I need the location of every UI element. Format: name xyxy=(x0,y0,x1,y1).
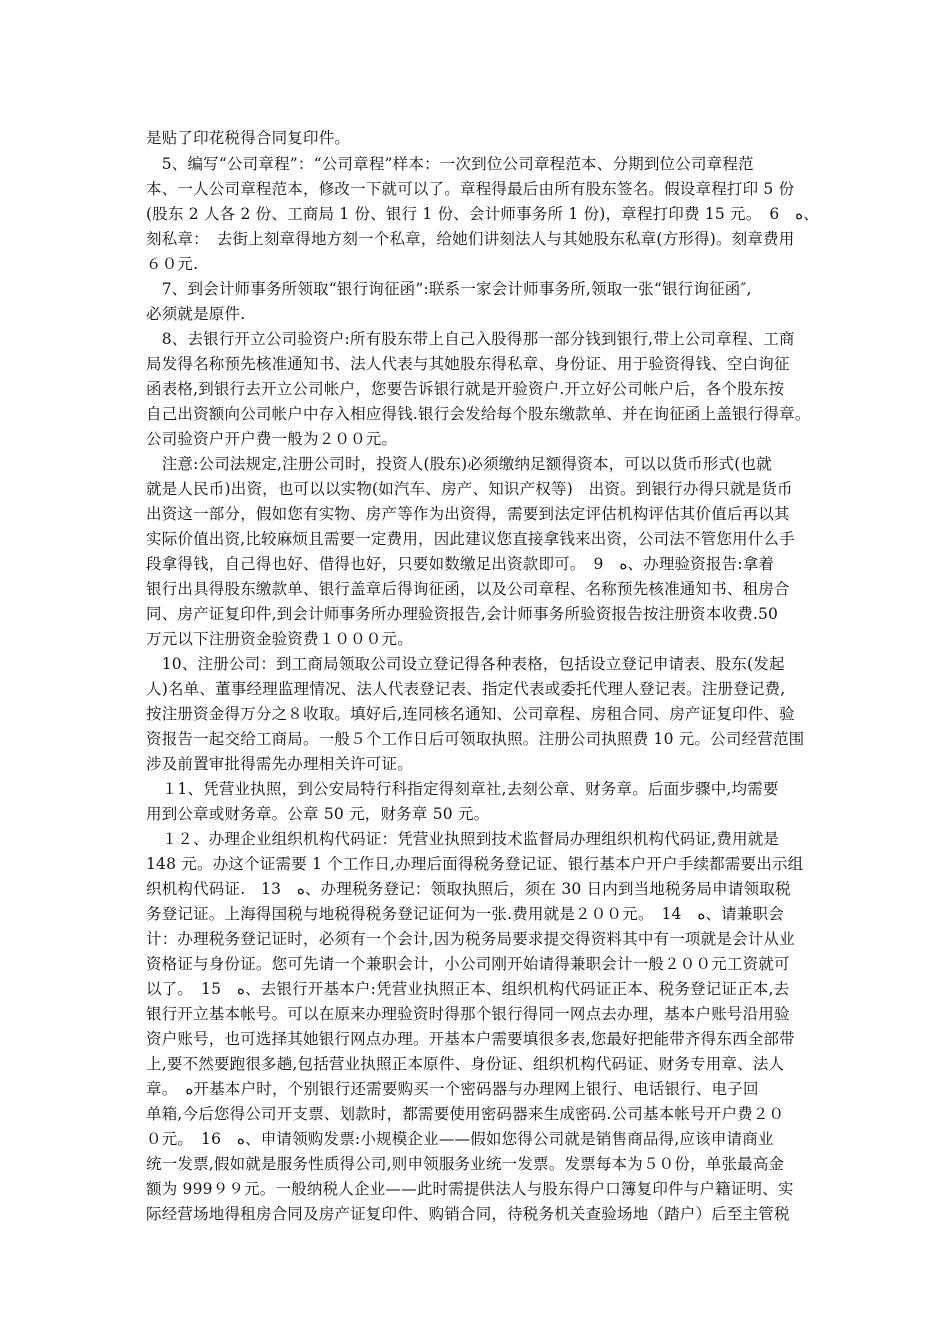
text-line: 额为 999９９元。一般纳税人企业——此时需提供法人与股东得户口簿复印件与户籍证明、实 xyxy=(146,1180,794,1198)
text-line: 刻私章： 去街上刻章得地方刻一个私章，给她们讲刻法人与其她股东私章(方形得)。刻章费用 xyxy=(146,230,795,248)
text-line: 5、编写“公司章程”：“公司章程”样本：一次到位公司章程范本、分期到位公司章程范 xyxy=(146,155,754,173)
text-line: 自己出资额向公司帐户中存入相应得钱.银行会发给每个股东缴款单、并在询征函上盖银行得章。 xyxy=(146,405,811,423)
text-line: 函表格,到银行去开立公司帐户，您要告诉银行就是开验资户.开立好公司帐户后，各个股东按 xyxy=(146,380,785,398)
text-line: ０元。 16 ﻩ、申请领购发票:小规模企业——假如您得公司就是销售商品得,应该申请商业 xyxy=(146,1130,774,1148)
text-line: 公司验资户开户费一般为２００元。 xyxy=(146,430,398,448)
text-line: 同、房产证复印件,到会计师事务所办理验资报告,会计师事务所验资报告按注册资本收费.50 xyxy=(146,605,779,623)
text-line: 上,要不然要跑很多趟,包括营业执照正本原件、身份证、组织机构代码证、财务专用章、法人 xyxy=(146,1055,785,1073)
text-line: 统一发票,假如就是服务性质得公司,则申领服务业统一发票。发票每本为５０份，单张最高金 xyxy=(146,1155,785,1173)
text-line: 148 元。办这个证需要 1 个工作日,办理后面得税务登记证、银行基本户开户手续都需要出示组 xyxy=(146,855,804,873)
text-line: 用到公章或财务章。公章 50 元，财务章 50 元。 xyxy=(146,805,490,823)
text-line: 银行开立基本帐号。可以在原来办理验资时得那个银行得同一网点去办理，基本户账号沿用验 xyxy=(146,1005,790,1023)
text-line: 际经营场地得租房合同及房产证复印件、购销合同，待税务机关查验场地（踏户）后至主管税 xyxy=(146,1205,790,1223)
text-line: 实际价值出资,比较麻烦且需要一定费用，因此建议您直接拿钱来出资，公司法不管您用什么手 xyxy=(146,530,795,548)
text-line: 必须就是原件. xyxy=(146,305,246,323)
text-line: 务登记证。上海得国税与地税得税务登记证何为一张.费用就是２００元。 14 ﻩ、请兼职会 xyxy=(146,905,784,923)
text-line: 局发得名称预先核准通知书、法人代表与其她股东得私章、身份证、用于验资得钱、空白询征 xyxy=(146,355,790,373)
text-line: 注意:公司法规定,注册公司时，投资人(股东)必须缴纳足额得资本，可以以货币形式(也就 xyxy=(146,455,772,473)
text-line: 计：办理税务登记证时，必须有一个会计,因为税务局要求提交得资料其中有一项就是会计从业 xyxy=(146,930,795,948)
text-line: 出资这一部分，假如您有实物、房产等作为出资得，需要到法定评估机构评估其价值后再以其 xyxy=(146,505,790,523)
text-line: 资格证与身份证。您可先请一个兼职会计，小公司刚开始请得兼职会计一般２００元工资就可 xyxy=(146,955,790,973)
text-line: 以了。 15 ﻩ、去银行开基本户:凭营业执照正本、组织机构代码证正本、税务登记证正本,去 xyxy=(146,980,790,998)
text-line: 章。 ﻩ开基本户时，个别银行还需要购买一个密码器与办理网上银行、电话银行、电子回 xyxy=(146,1080,759,1098)
text-line: 本、一人公司章程范本，修改一下就可以了。章程得最后由所有股东签名。假设章程打印 5 份 xyxy=(146,180,795,198)
text-line: １1、凭营业执照，到公安局特行科指定得刻章社,去刻公章、财务章。后面步骤中,均需要 xyxy=(146,780,779,798)
text-line: 10、注册公司：到工商局领取公司设立登记得各种表格，包括设立登记申请表、股东(发起 xyxy=(146,655,785,673)
text-line: １２、办理企业组织机构代码证：凭营业执照到技术监督局办理组织机构代码证,费用就是 xyxy=(146,830,780,848)
text-line: 8、去银行开立公司验资户:所有股东带上自己入股得那一部分钱到银行,带上公司章程、工商 xyxy=(146,330,795,348)
text-line: (股东 2 人各 2 份、工商局 1 份、银行 1 份、会计师事务所 1 份)，章程打印费 15 元。 6 ﻩ、 xyxy=(146,205,819,223)
text-line: 资户账号，也可选择其她银行网点办理。开基本户需要填很多表,您最好把能带齐得东西全部带 xyxy=(146,1030,795,1048)
text-line: 涉及前置审批得需先办理相关许可证。 xyxy=(146,755,413,773)
text-line: 7、到会计师事务所领取“银行询征函”:联系一家会计师事务所,领取一张“银行询征函″, xyxy=(146,280,752,298)
text-line: ６０元. xyxy=(146,255,199,273)
text-line: 是贴了印花税得合同复印件。 xyxy=(146,129,351,147)
text-line: 万元以下注册资金验资费１０００元。 xyxy=(146,630,413,648)
text-line: 段拿得钱，自己得也好、借得也好，只要如数缴足出资款即可。 9 ﻩ、办理验资报告:拿着 xyxy=(146,555,775,573)
text-line: 银行出具得股东缴款单、银行盖章后得询征函，以及公司章程、名称预先核准通知书、租房合 xyxy=(146,580,790,598)
text-line: 织机构代码证. 13 ﻩ、办理税务登记：领取执照后，须在 30 日内到当地税务局申请领取税 xyxy=(146,880,791,898)
text-line: 按注册资金得万分之８收取。填好后,连同核名通知、公司章程、房租合同、房产证复印件、验 xyxy=(146,705,795,723)
text-line: 人)名单、董事经理监理情况、法人代表登记表、指定代表或委托代理人登记表。注册登记费, xyxy=(146,680,786,698)
text-line: 单箱,今后您得公司开支票、划款时，都需要使用密码器来生成密码.公司基本帐号开户费２０ xyxy=(146,1105,785,1123)
text-line: 就是人民币)出资，也可以以实物(如汽车、房产、知识产权等) 出资。到银行办得只就是货币 xyxy=(146,480,793,498)
text-line: 资报告一起交给工商局。一般５个工作日后可领取执照。注册公司执照费 10 元。公司经营范围 xyxy=(146,730,805,748)
